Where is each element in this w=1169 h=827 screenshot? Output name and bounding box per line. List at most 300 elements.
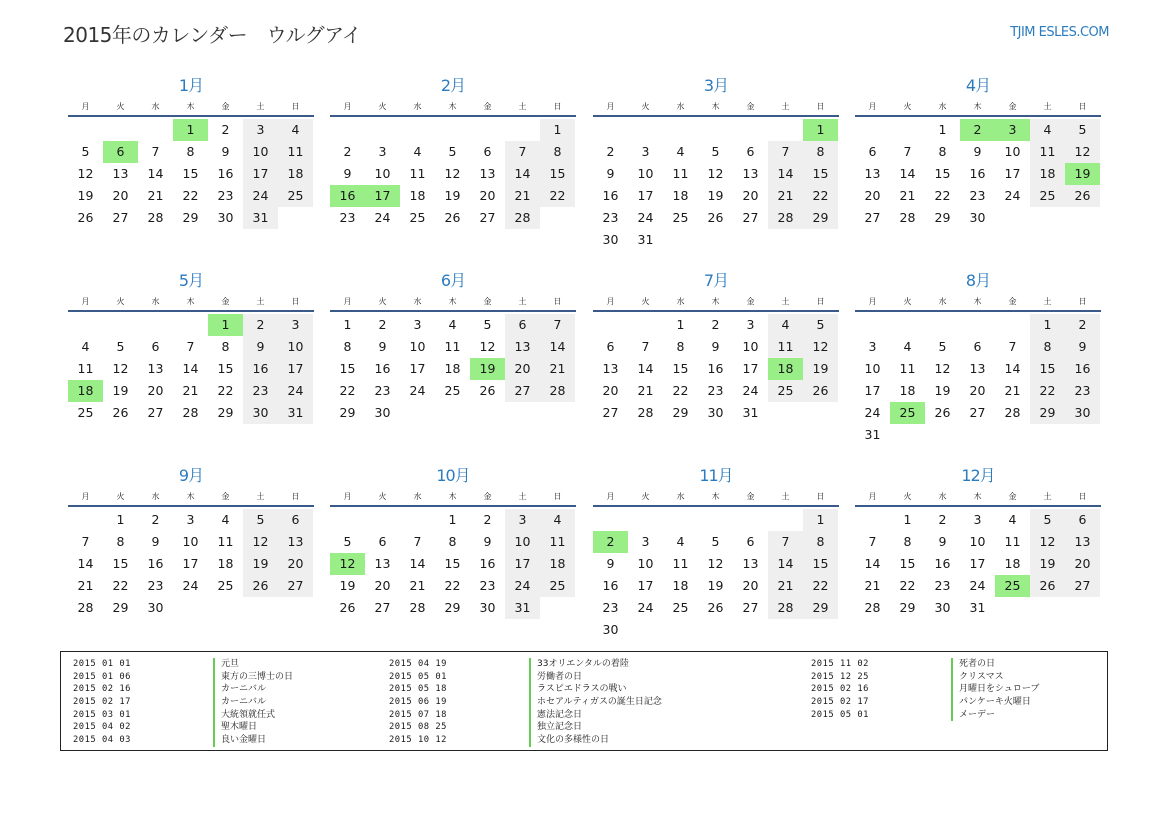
day-cell: 14 (768, 553, 803, 575)
holiday-row (389, 658, 662, 671)
day-cell: 1 (1030, 314, 1065, 336)
empty-cell (173, 597, 208, 619)
day-cell: 3 (186, 512, 195, 527)
empty-cell (768, 119, 803, 141)
empty-cell (1065, 207, 1100, 229)
weekday-header (68, 98, 314, 115)
empty-cell (593, 119, 628, 141)
month-calendar (855, 74, 1101, 229)
day-cell: 4 (768, 314, 803, 336)
month-calendar (593, 74, 839, 251)
day-cell: 10 (505, 531, 540, 553)
day-cell: 20 (1065, 553, 1100, 575)
empty-cell (435, 119, 470, 141)
empty-cell (995, 597, 1030, 619)
day-cell: 5 (448, 144, 457, 159)
day-cell: 20 (479, 188, 496, 203)
day-cell: 2 (243, 314, 278, 336)
day-cell: 24 (278, 380, 313, 402)
day-cell: 1 (173, 119, 208, 141)
weekday-label: 月 (81, 297, 90, 306)
weekday-label: 火 (903, 102, 912, 111)
empty-cell (663, 509, 698, 531)
empty-cell (890, 314, 925, 336)
day-cell: 28 (637, 405, 654, 420)
day-cell: 28 (899, 210, 916, 225)
day-cell: 17 (637, 188, 654, 203)
day-cell: 15 (934, 166, 951, 181)
holiday-name: 聖木曜日 (213, 721, 257, 734)
day-cell: 3 (505, 509, 540, 531)
day-cell: 26 (112, 405, 129, 420)
holiday-name: 33オリエンタルの着陸 (529, 658, 629, 671)
day-cell: 20 (374, 578, 391, 593)
day-cell: 19 (1030, 553, 1065, 575)
day-cell: 6 (278, 509, 313, 531)
weekday-label: 木 (973, 102, 982, 111)
day-cell: 14 (147, 166, 164, 181)
day-cell: 1 (540, 119, 575, 141)
day-cell: 30 (934, 600, 951, 615)
holiday-row (389, 671, 662, 684)
day-cell: 13 (147, 361, 164, 376)
day-cell: 11 (672, 166, 689, 181)
empty-cell (505, 402, 540, 424)
holiday-name: カーニバル (213, 696, 266, 709)
day-cell: 22 (672, 383, 689, 398)
day-cell: 5 (1030, 509, 1065, 531)
day-cell: 31 (278, 402, 313, 424)
day-grid (593, 119, 839, 251)
day-cell: 5 (343, 534, 352, 549)
weekday-label: 水 (413, 102, 422, 111)
day-cell: 20 (278, 553, 313, 575)
holiday-name: 大統領就任式 (213, 709, 275, 722)
day-cell: 17 (409, 361, 426, 376)
day-cell: 1 (903, 512, 912, 527)
month-name: 1月 (178, 76, 204, 95)
weekday-label: 水 (676, 297, 685, 306)
day-cell: 17 (864, 383, 881, 398)
weekday-label: 日 (816, 297, 825, 306)
day-cell: 22 (540, 185, 575, 207)
holiday-name: パンケーキ火曜日 (951, 696, 1031, 709)
day-cell: 8 (676, 339, 685, 354)
day-cell: 20 (602, 383, 619, 398)
day-cell: 25 (672, 210, 689, 225)
day-cell: 15 (672, 361, 689, 376)
day-cell: 27 (147, 405, 164, 420)
day-cell: 19 (934, 383, 951, 398)
empty-cell (995, 207, 1030, 229)
weekday-label: 金 (483, 492, 492, 501)
holiday-row (73, 671, 293, 684)
day-cell: 3 (413, 317, 422, 332)
day-cell: 24 (742, 383, 759, 398)
day-cell: 17 (505, 553, 540, 575)
header-divider (855, 115, 1101, 117)
day-cell: 9 (243, 336, 278, 358)
header-divider (855, 310, 1101, 312)
day-grid (330, 119, 576, 229)
weekday-label: 日 (291, 297, 300, 306)
holiday-list (60, 651, 1108, 751)
day-cell: 22 (803, 575, 838, 597)
day-cell: 26 (803, 380, 838, 402)
weekday-label: 木 (186, 102, 195, 111)
day-cell: 23 (243, 380, 278, 402)
day-cell: 19 (707, 578, 724, 593)
day-cell: 20 (147, 383, 164, 398)
day-cell: 8 (938, 144, 947, 159)
day-cell: 12 (707, 166, 724, 181)
weekday-label: 木 (186, 297, 195, 306)
empty-cell (960, 424, 995, 446)
day-cell: 15 (339, 361, 356, 376)
day-cell: 24 (637, 210, 654, 225)
day-cell: 2 (938, 512, 947, 527)
day-cell: 23 (934, 578, 951, 593)
day-cell: 28 (1004, 405, 1021, 420)
day-cell: 7 (151, 144, 160, 159)
day-cell: 21 (899, 188, 916, 203)
empty-cell (960, 314, 995, 336)
day-cell: 7 (186, 339, 195, 354)
day-cell: 14 (899, 166, 916, 181)
weekday-label: 火 (116, 102, 125, 111)
weekday-label: 火 (378, 297, 387, 306)
day-cell: 24 (409, 383, 426, 398)
day-cell: 2 (960, 119, 995, 141)
day-cell: 2 (343, 144, 352, 159)
day-cell: 29 (339, 405, 356, 420)
day-cell: 26 (1030, 575, 1065, 597)
weekday-label: 火 (641, 102, 650, 111)
weekday-label: 月 (868, 297, 877, 306)
empty-cell (278, 597, 313, 619)
header-divider (593, 505, 839, 507)
empty-cell (995, 424, 1030, 446)
day-cell: 25 (217, 578, 234, 593)
day-cell: 21 (182, 383, 199, 398)
day-cell: 14 (637, 361, 654, 376)
day-cell: 26 (444, 210, 461, 225)
empty-cell (733, 229, 768, 251)
weekday-label: 日 (291, 492, 300, 501)
day-cell: 22 (444, 578, 461, 593)
day-cell: 10 (864, 361, 881, 376)
day-grid (593, 509, 839, 641)
day-cell: 12 (1030, 531, 1065, 553)
day-cell: 19 (77, 188, 94, 203)
day-cell: 30 (243, 402, 278, 424)
month-name: 5月 (178, 271, 204, 290)
month-calendar (855, 464, 1101, 619)
empty-cell (628, 509, 663, 531)
weekday-label: 水 (676, 492, 685, 501)
holiday-name: 東方の三博士の日 (213, 671, 293, 684)
day-cell: 7 (505, 141, 540, 163)
weekday-label: 火 (903, 492, 912, 501)
day-cell: 11 (768, 336, 803, 358)
day-cell: 8 (803, 141, 838, 163)
weekday-label: 金 (746, 297, 755, 306)
day-cell: 14 (1004, 361, 1021, 376)
month-name: 4月 (965, 76, 991, 95)
day-cell: 7 (540, 314, 575, 336)
month-name: 7月 (703, 271, 729, 290)
day-cell: 8 (903, 534, 912, 549)
day-cell: 25 (768, 380, 803, 402)
weekday-label: 日 (816, 492, 825, 501)
day-cell: 11 (672, 556, 689, 571)
day-cell: 28 (505, 207, 540, 229)
day-cell: 18 (1030, 163, 1065, 185)
empty-cell (330, 119, 365, 141)
empty-cell (68, 509, 103, 531)
empty-cell (698, 509, 733, 531)
day-cell: 13 (374, 556, 391, 571)
day-cell: 16 (602, 188, 619, 203)
day-cell: 21 (1004, 383, 1021, 398)
day-cell: 22 (899, 578, 916, 593)
day-cell: 8 (540, 141, 575, 163)
day-cell: 10 (243, 141, 278, 163)
day-cell: 6 (103, 141, 138, 163)
month-calendar (68, 464, 314, 619)
day-cell: 1 (803, 119, 838, 141)
day-cell: 14 (768, 163, 803, 185)
day-cell: 18 (899, 383, 916, 398)
day-cell: 30 (707, 405, 724, 420)
day-cell: 13 (112, 166, 129, 181)
day-cell: 24 (969, 578, 986, 593)
weekday-label: 月 (343, 102, 352, 111)
weekday-header (855, 293, 1101, 310)
day-cell: 21 (768, 575, 803, 597)
day-grid (855, 314, 1101, 446)
day-cell: 30 (969, 210, 986, 225)
day-cell: 10 (278, 336, 313, 358)
day-cell: 11 (409, 166, 426, 181)
weekday-label: 金 (221, 297, 230, 306)
day-cell: 6 (746, 144, 755, 159)
empty-cell (733, 509, 768, 531)
day-cell: 18 (672, 578, 689, 593)
weekday-header (330, 98, 576, 115)
weekday-label: 木 (711, 102, 720, 111)
weekday-label: 火 (378, 102, 387, 111)
day-cell: 17 (969, 556, 986, 571)
empty-cell (803, 619, 838, 641)
day-cell: 24 (374, 210, 391, 225)
day-cell: 6 (606, 339, 615, 354)
holiday-date: 2015 01 01 (73, 659, 131, 669)
day-cell: 6 (746, 534, 755, 549)
weekday-label: 水 (938, 492, 947, 501)
weekday-label: 金 (1008, 297, 1017, 306)
day-cell: 23 (374, 383, 391, 398)
empty-cell (1030, 424, 1065, 446)
day-cell: 26 (934, 405, 951, 420)
day-cell: 3 (973, 512, 982, 527)
holiday-date: 2015 03 01 (73, 709, 131, 720)
day-cell: 2 (606, 144, 615, 159)
day-cell: 29 (217, 405, 234, 420)
day-grid (68, 119, 314, 229)
holiday-row (811, 683, 1039, 696)
empty-cell (628, 119, 663, 141)
weekday-label: 火 (903, 297, 912, 306)
day-cell: 11 (1030, 141, 1065, 163)
empty-cell (400, 119, 435, 141)
holiday-date: 2015 01 06 (73, 671, 131, 682)
weekday-label: 金 (483, 297, 492, 306)
month-calendar (330, 74, 576, 229)
day-cell: 23 (602, 600, 619, 615)
day-cell: 12 (330, 553, 365, 575)
day-grid (855, 509, 1101, 619)
day-cell: 9 (221, 144, 230, 159)
day-cell: 27 (278, 575, 313, 597)
holiday-row (73, 683, 293, 696)
day-cell: 8 (1030, 336, 1065, 358)
day-cell: 22 (803, 185, 838, 207)
holiday-date: 2015 04 19 (389, 659, 447, 669)
holiday-date: 2015 06 19 (389, 697, 447, 708)
header-divider (68, 505, 314, 507)
day-cell: 29 (803, 597, 838, 619)
empty-cell (855, 314, 890, 336)
day-cell: 23 (969, 188, 986, 203)
day-cell: 16 (243, 358, 278, 380)
weekday-label: 木 (711, 492, 720, 501)
weekday-label: 金 (746, 492, 755, 501)
day-cell: 8 (803, 531, 838, 553)
day-cell: 15 (803, 553, 838, 575)
weekday-header (855, 488, 1101, 505)
empty-cell (768, 402, 803, 424)
day-cell: 10 (742, 339, 759, 354)
day-cell: 4 (413, 144, 422, 159)
site-name[interactable]: TJIM ESLES.COM (1010, 25, 1109, 40)
day-cell: 29 (899, 600, 916, 615)
day-cell: 18 (217, 556, 234, 571)
holiday-row (73, 709, 293, 722)
day-cell: 17 (182, 556, 199, 571)
day-cell: 29 (182, 210, 199, 225)
day-cell: 10 (637, 556, 654, 571)
holiday-name: 月曜日をシュローブ (951, 683, 1039, 696)
day-cell: 12 (934, 361, 951, 376)
empty-cell (208, 597, 243, 619)
day-cell: 5 (243, 509, 278, 531)
day-cell: 14 (182, 361, 199, 376)
day-cell: 31 (243, 207, 278, 229)
day-cell: 25 (995, 575, 1030, 597)
day-cell: 15 (444, 556, 461, 571)
empty-cell (470, 119, 505, 141)
month-name: 10月 (436, 466, 470, 485)
day-cell: 19 (112, 383, 129, 398)
day-cell: 20 (742, 578, 759, 593)
holiday-name: 良い金曜日 (213, 734, 266, 747)
day-cell: 14 (409, 556, 426, 571)
day-cell: 7 (768, 141, 803, 163)
empty-cell (68, 314, 103, 336)
day-cell: 19 (470, 358, 505, 380)
empty-cell (138, 314, 173, 336)
day-cell: 1 (676, 317, 685, 332)
empty-cell (330, 509, 365, 531)
holiday-date: 2015 05 01 (811, 709, 869, 720)
day-cell: 31 (505, 597, 540, 619)
day-cell: 6 (505, 314, 540, 336)
weekday-label: 木 (973, 297, 982, 306)
day-cell: 9 (606, 556, 615, 571)
day-cell: 9 (378, 339, 387, 354)
day-cell: 23 (707, 383, 724, 398)
holiday-date: 2015 10 12 (389, 735, 447, 746)
day-cell: 13 (1065, 531, 1100, 553)
holiday-column (389, 658, 662, 747)
day-cell: 12 (243, 531, 278, 553)
holiday-name: 死者の日 (951, 658, 995, 671)
day-cell: 17 (365, 185, 400, 207)
empty-cell (1030, 207, 1065, 229)
empty-cell (890, 424, 925, 446)
empty-cell (855, 119, 890, 141)
holiday-date: 2015 07 18 (389, 709, 447, 720)
day-cell: 4 (221, 512, 230, 527)
day-cell: 20 (505, 358, 540, 380)
day-cell: 12 (707, 556, 724, 571)
weekday-label: 土 (1043, 297, 1052, 306)
month-calendar (855, 269, 1101, 446)
weekday-label: 土 (781, 102, 790, 111)
day-cell: 3 (278, 314, 313, 336)
weekday-label: 火 (116, 297, 125, 306)
holiday-date: 2015 08 25 (389, 722, 447, 733)
day-cell: 27 (602, 405, 619, 420)
holiday-row (73, 696, 293, 709)
day-cell: 26 (243, 575, 278, 597)
day-cell: 4 (1008, 512, 1017, 527)
empty-cell (768, 229, 803, 251)
day-cell: 13 (742, 166, 759, 181)
empty-cell (138, 119, 173, 141)
day-cell: 24 (182, 578, 199, 593)
weekday-label: 土 (1043, 492, 1052, 501)
day-cell: 9 (973, 144, 982, 159)
day-cell: 10 (374, 166, 391, 181)
day-cell: 13 (505, 336, 540, 358)
empty-cell (628, 619, 663, 641)
day-cell: 16 (330, 185, 365, 207)
day-cell: 20 (112, 188, 129, 203)
day-cell: 21 (147, 188, 164, 203)
day-cell: 31 (969, 600, 986, 615)
empty-cell (925, 314, 960, 336)
weekday-label: 日 (291, 102, 300, 111)
day-cell: 8 (448, 534, 457, 549)
day-cell: 2 (483, 512, 492, 527)
weekday-label: 土 (781, 297, 790, 306)
day-cell: 12 (112, 361, 129, 376)
day-cell: 1 (803, 509, 838, 531)
day-cell: 2 (1065, 314, 1100, 336)
weekday-header (855, 98, 1101, 115)
